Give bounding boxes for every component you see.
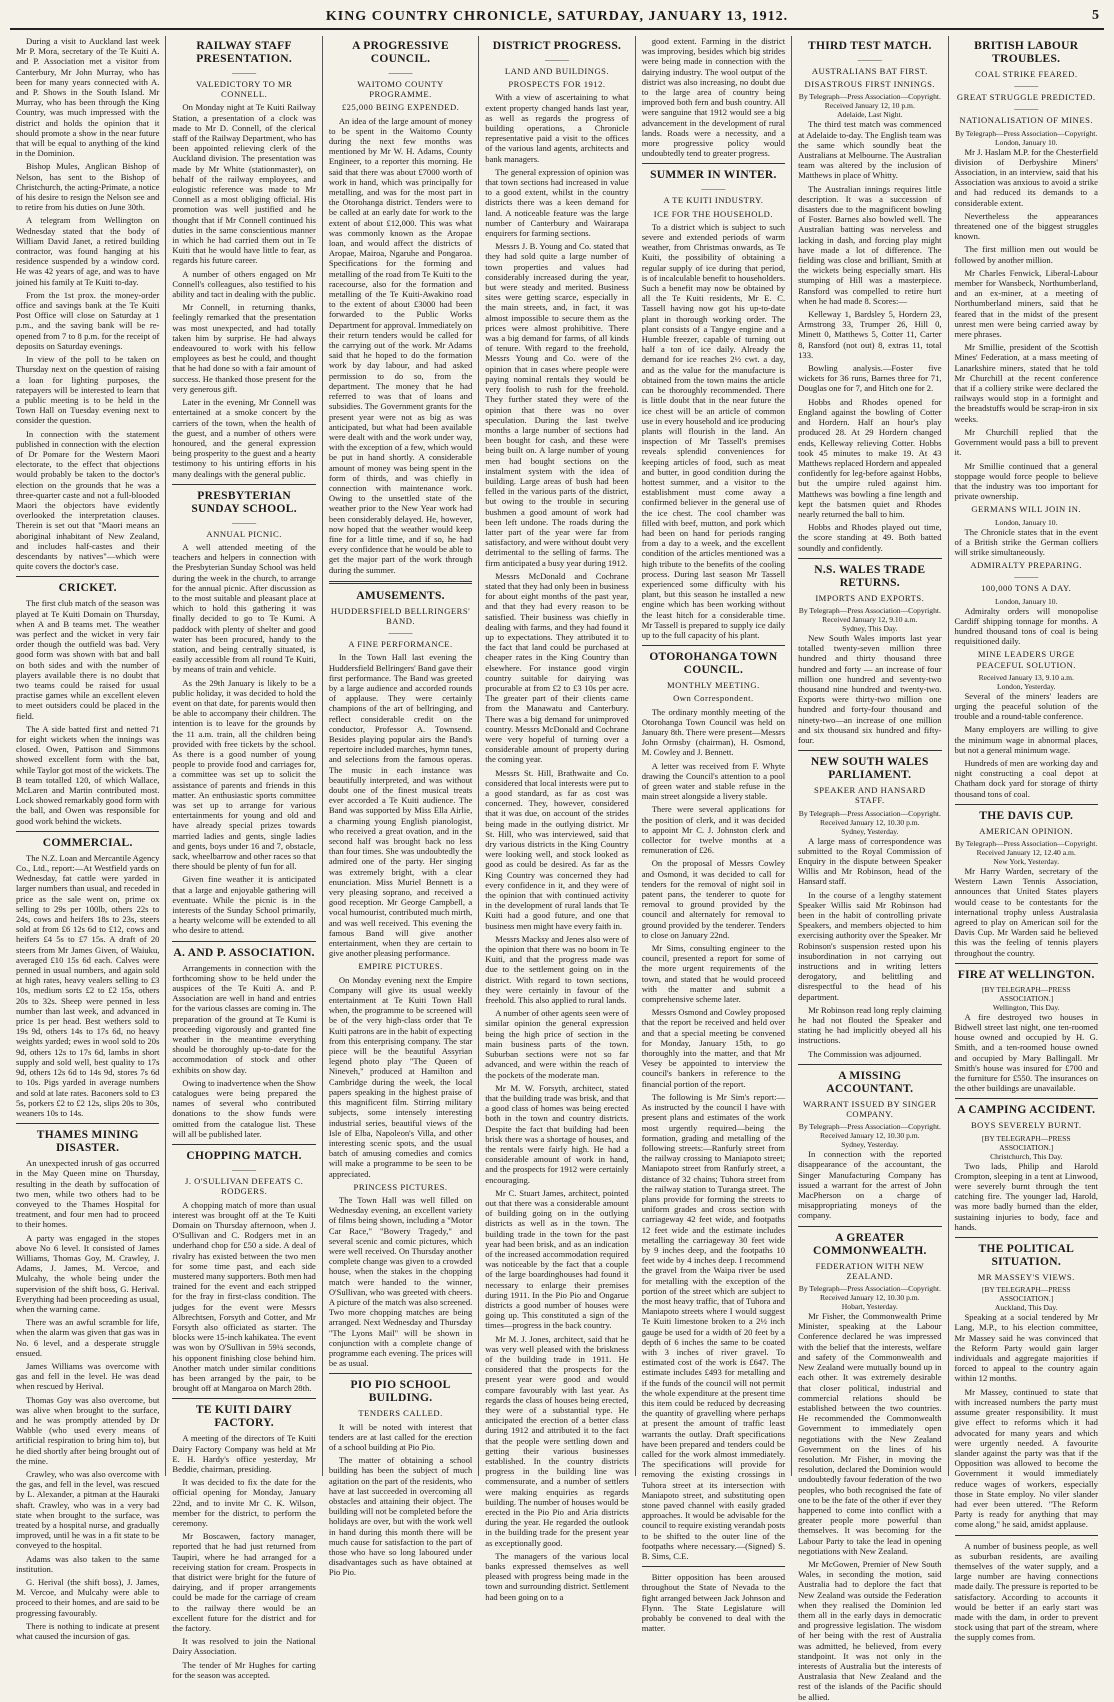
article-paragraph: There were several applications for the position of clerk, and it was decided to appoint Mr C. J. Johnston clerk and collector for twelve months at a remuneration of £26. xyxy=(641,804,786,856)
article-paragraph: Mr McGowen, Premier of New South Wales, in seconding the motion, said Australia had to deplore the fact that New Zealand was outside the Federation when they realised the Dominion led them all in the early days in democratic and progressive legislation. The wisdom of her being with the rest of Australia was admitted, he believed, from every standpoint. It was not only in the interests of Australia but the interests of Australasia that New Zealand and the rest of the islands of the Pacific should be allied. xyxy=(798,1558,942,1702)
article-paragraph: Many employers are willing to give the minimum wage in abnormal places, but not a general minimum wage. xyxy=(954,724,1098,755)
article-paragraph: On Monday night at Te Kuiti Railway Station, a presentation of a clock was made to Mr D. Connell, of the clerical staff of the Railway Department, who has been appointed relieving clerk of the Auckland division. The presentation was made by Mr White (stationmaster), on behalf of the railway employees, and eulogistic reference was made to Mr Connell as a most obliging official. His promotion was well justified and he thought that if Mr Connell continued his duties in the same conscientious manner in which he had carried them out in Te Kuiti that he would have little to fear, as regards his future career. xyxy=(172,102,316,266)
page-number: 5 xyxy=(1092,8,1100,23)
subheading: SPEAKER AND HANSARD STAFF. xyxy=(813,785,926,806)
subheading: EMPIRE PICTURES. xyxy=(358,961,443,972)
article-paragraph: Adams was also taken to the same institution. xyxy=(16,1553,160,1574)
subheading: WARRANT ISSUED BY SINGER COMPANY. xyxy=(803,1098,937,1120)
received-time: Received January 12, 9.10 a.m. xyxy=(822,614,918,624)
subheading: £25,000 BEING EXPENDED. xyxy=(341,102,460,113)
subheading: IMPORTS AND EXPORTS. xyxy=(815,592,925,603)
headline-nsw-trade: N.S. WALES TRADE RETURNS. xyxy=(814,563,926,589)
dash-divider: ——— xyxy=(1014,81,1039,91)
article-paragraph: Hundreds of men are working day and night constructing a coal depot at Chatham dock yard for storage of thirty thousand tons of coal. xyxy=(954,757,1098,799)
divider xyxy=(642,163,785,164)
article-paragraph: Mr Smillie continued that a general stoppage would force people to believe that the industry was too important for private ownership. xyxy=(954,460,1098,502)
dash-divider: ——— xyxy=(232,1165,257,1175)
article-paragraph: In view of the poll to be taken on Thursday next on the question of raising a loan for lighting purposes, the ratepayers will be interested to learn that a public meeting is to be held in the Town Hall on Tuesday evening next to consider the question. xyxy=(16,354,160,426)
article-paragraph: There was an awful scramble for life, when the alarm was given that gas was in No. 6 level, and a desperate struggle ensued. xyxy=(16,1317,160,1358)
article-paragraph: The Chronicle states that in the event of a British strike the German colliers will strike simultaneously. xyxy=(954,526,1098,557)
dateline: Sydney, This Day. xyxy=(842,623,898,633)
article-paragraph: The Town Hall was well filled on Wednesday evening, an excellent variety of films being shown, including a "Motor Car Race," "Bowery Tragedy," and several scenic and comic pictures, which were well received. On Thursday another complete change was given to a crowded house, when the stakes in the chopping match were handed to the winner, O'Sullivan, who was greeted with cheers. A picture of the match was also screened. Two more chopping matches are being arranged. Next Wednesday and Thursday "The Lyons Mail" will be shown in conjunction with a complete change of programme each evening. The prices will be as usual. xyxy=(328,1194,473,1369)
subheading: COAL STRIKE FEARED. xyxy=(974,69,1078,79)
telegraph-credit: [BY TELEGRAPH—PRESS ASSOCIATION.] xyxy=(981,1285,1071,1304)
article-paragraph: good extent. Farming in the district was improving, besides which big strides were being made in connection with the dairying industry. The wool output of the district was also increasing, no doubt due to the large area of country being improved both fern and bush country. All were sanguine that 1912 would see a big advancement in the development of rural lands. Roads were a necessity, and a more progressive policy would undoubtedly tend to greater progress. xyxy=(641,36,786,159)
article-paragraph: It was decided to fix the date for the official opening for Monday, January 22nd, and to invite Mr C. K. Wilson, member for the district, to perform the ceremony. xyxy=(172,1477,316,1528)
column-3 xyxy=(322,36,478,1578)
article-paragraph: Several of the miners' leaders are urging the peaceful solution of the trouble and a round-table conference. xyxy=(954,690,1098,722)
headline-summer-in-winter: SUMMER IN WINTER. xyxy=(650,169,777,182)
headline-camping-accident: A CAMPING ACCIDENT. xyxy=(957,1104,1096,1117)
headline-chopping: CHOPPING MATCH. xyxy=(186,1150,302,1163)
received-time: Received January 12, 10.30 p.m. xyxy=(820,1131,920,1141)
headline-political-situation: THE POLITICAL SITUATION. xyxy=(978,1243,1075,1269)
article-paragraph: A meeting of the directors of Te Kuiti Dairy Factory Company was held at Mr E. H. Hardy's office yesterday, Mr Beddie, chairman, presiding. xyxy=(172,1433,316,1474)
headline-amusements: AMUSEMENTS. xyxy=(356,589,445,602)
article-paragraph: A number of other agents seen were of similar opinion the general expression being the high price of section in the main business parts of the town. Suburban sections were not so far advanced, and were within the reach of the pockets of the moderate man. xyxy=(485,1008,629,1080)
article-paragraph: A well attended meeting of the teachers and helpers in connection with the Presbyterian Sunday School was held during the week in the church, to arrange for the annual picnic. After discussion as to the most suitable and pleasant place at which to hold this gathering it was finally decided to go to Te Kumi. A paddock with plenty of shelter and good water has been procured, handy to the station, and being centrally situated, is easily accessible from all round Te Kuiti, by means of train and vehicle. xyxy=(172,541,316,675)
subheading: WAITOMO COUNTY PROGRAMME. xyxy=(357,79,444,100)
subheading: MR MASSEY'S VIEWS. xyxy=(977,1272,1075,1283)
article-paragraph: Nevertheless the appearances threatened one of the biggest struggles known. xyxy=(954,210,1098,242)
divider xyxy=(329,581,472,584)
article-paragraph: The first club match of the season was played at Te Kuiti Domain on Thursday, when A and B teams met. The weather was perfect and the wicket in very fair order though the outfield was bad. Very good form was shown with bat and ball on both sides and with the number of players available there is no doubt that two teams could be raised for usual practise games while an excellent eleven to meet outsiders could be placed in the field. xyxy=(16,598,160,721)
subheading: ADMIRALTY PREPARING. xyxy=(970,560,1083,571)
headline-ap-association: A. AND P. ASSOCIATION. xyxy=(173,946,315,959)
divider xyxy=(172,484,315,485)
divider xyxy=(16,1123,159,1124)
article-paragraph: Mr M. W. Forsyth, architect, stated that the building trade was brisk, and that a good class of homes was being erected both in the town and country districts. Despite the fact that building had been brisk there was a shortage of houses, and the rentals were fairly high. He had a considerable amount of work in hand, and the prospects for 1912 were certainly encouraging. xyxy=(485,1082,629,1185)
article-paragraph: There is nothing to indicate at present what caused the incursion of gas. xyxy=(16,1620,160,1642)
dateline: London, Yesterday. xyxy=(996,681,1056,691)
headline-railway: RAILWAY STAFF PRESENTATION. xyxy=(196,40,293,65)
headline-progressive-council: A PROGRESSIVE COUNCIL. xyxy=(352,40,449,65)
article-paragraph: Hobbs and Rhodes played out time, the score standing at 49. Both batted soundly and confidently. xyxy=(798,522,942,553)
article-paragraph: From the 1st prox. the money-order office and savings bank at the Te Kuiti Post Office will close on Saturday at 1 p.m., and the saving bank will be re-opened from 7 to 8 p.m. for the receipt of deposits on Saturday evenings. xyxy=(16,289,160,351)
headline-missing-accountant: A MISSING ACCOUNTANT. xyxy=(826,1069,914,1095)
article-paragraph: Speaking at a social tendered by Mr Lang, M.P., to his election committee, Mr Massey said he was convinced that the Reform Party would gain larger individuals and aggregate majorities if forced to appeal to the country again within 12 months. xyxy=(954,1312,1098,1384)
subheading: ICE FOR THE HOUSEHOLD. xyxy=(653,208,774,219)
subheading: AMERICAN OPINION. xyxy=(979,825,1074,836)
headline-otorohanga: OTOROHANGA TOWN COUNCIL. xyxy=(649,651,778,677)
dash-divider: ——— xyxy=(1014,572,1039,582)
article-paragraph: Mr J. Haslam M.P. for the Chesterfield division of Derbyshire Miners' Association, in an interview, said that his Association was anxious to avoid a strike and had reduced its demands to a considerable extent. xyxy=(954,146,1098,208)
telegraph-credit: By Telegraph—Press Association—Copyright. xyxy=(955,128,1098,138)
article-paragraph: The third test match was commenced at Adelaide to-day. The English team was the same which soundly beat the Australians at Melbourne. The Australian team was altered by the inclusion of Matthews in place of Whitty. xyxy=(798,119,942,181)
telegraph-credit: By Telegraph—Press Association—Copyright. xyxy=(798,1284,941,1294)
article-paragraph: A party was engaged in the stopes above No 6 level. It consisted of James Williams, Thomas Goy, M. Crawley, J. Adams, J. James, M. Vercoe, and Mulcahy, the whole being under the supervision of the shift boss, G. Herival. Everything had been proceeding as usual, when the warning came. xyxy=(16,1232,160,1314)
dash-divider: ——— xyxy=(388,628,413,638)
divider xyxy=(329,1373,472,1374)
article-paragraph: Mr Smillie, president of the Scottish Mines' Federation, at a mass meeting of Lanarkshire miners, stated that he told Mr Churchill at the recent conference that if a colliery strike were declared the railways would stop in a fortnight and the breadstuffs would be scrap-iron in six weeks. xyxy=(954,342,1098,424)
article-paragraph: On the proposal of Messrs Cowley and Osmond, it was decided to call for tenders for the removal of night soil in patent pans, the tenderer to quote for removal to ground provided by the council and alternately for removal to ground provided by the tenderer. Tenders to close on January 22nd. xyxy=(641,858,786,940)
divider xyxy=(642,645,785,646)
subheading: FEDERATION WITH NEW ZEALAND. xyxy=(815,1260,925,1281)
dash-divider: ——— xyxy=(232,68,257,77)
telegraph-credit: By Telegraph—Press Association—Copyright. xyxy=(798,92,941,102)
headline-commercial: COMMERCIAL. xyxy=(42,836,133,849)
article-paragraph: Crawley, who was also overcome with the gas, and fell in the level, was rescued by L. Alexander, a pitman at the Hauraki shaft. Crawley, who was in a very bad state when brought to the surface, was treated by a hospital nurse, and gradually improved, until he was in a fit state to be conveyed to the hospital. xyxy=(16,1469,160,1551)
dateline: London, January 10. xyxy=(995,137,1058,147)
headline-fire-wellington: FIRE AT WELLINGTON. xyxy=(957,968,1095,981)
article-paragraph: A number of business people, as well as suburban residents, are availing themselves of the water supply, and a large number are having connections made daily. The pressure is reported to be satisfactory. According to accounts it would be better if an early start was made with the dam, in order to prevent stock using that part of the stream, where the supply comes from. xyxy=(954,1540,1098,1643)
article-paragraph: James Williams was overcome with gas and fell in the level. He was dead when rescued by Herival. xyxy=(16,1360,160,1392)
telegraph-credit: By Telegraph—Press Association—Copyright. xyxy=(798,1122,941,1132)
columns xyxy=(10,36,1104,1702)
article-paragraph: As the 29th January is likely to be a public holiday, it was decided to hold the event on that date, for parents would then be able to accompany their children. The intention is to leave for the grounds by the 11 a.m. train, all the children being provided with free tickets by the school. As there is a good number of young people to provide food and carriages for, a committee was set up to solicit the assistance of parents and friends in this matter. An enthusiastic sports committee was set up to arrange for various entertainments for young and old and have already special prizes towards married ladies and gents, single ladies and gents, boys under 16 and 7, obstacle, sack, wheelbarrow and other races so that there should be plenty of fun for all. xyxy=(172,677,316,872)
divider xyxy=(798,558,941,559)
column-4 xyxy=(478,36,634,1602)
dash-divider: ——— xyxy=(544,55,569,64)
headline-cricket: CRICKET. xyxy=(58,582,117,595)
headline-nsw-parliament: NEW SOUTH WALES PARLIAMENT. xyxy=(810,756,929,782)
telegraph-credit: [BY TELEGRAPH—PRESS ASSOCIATION.] xyxy=(981,1133,1071,1152)
divider xyxy=(955,1535,1098,1536)
article-paragraph: Mr C. Stuart James, architect, pointed out that there was a considerable amount of building going on in the outlying districts as well as in the town. The building trade in the town for the past year had been brisk, and as an indication of the increased accommodation required was noticeable by the fact that a couple of the large boardinghouses had found it necessary to enlarge their premises during 1911. In the Pio Pio and Ongarue districts a good number of houses were going up. This constituted a sign of the times—progress in the back country. xyxy=(485,1187,629,1331)
article-paragraph: Messrs McDonald and Cochrane stated that they had only been in business for about eight months of the past year, and that they had every reason to be satisfied. Their business was chiefly in dealing with farms, and they had found it up to expectations. They attributed it to the fact that land could be purchased at cheaper rates in the King Country than elsewhere. For instance good virgin country suitable for dairying was procurable at from £2 to £3 10s per acre. The greater part of their clients came from the Manawatu and Canterbury. There was a big demand for unimproved country. Messrs McDonald and Cochrane were very hopeful of turning over a considerable amount of property during the coming year. xyxy=(485,570,629,765)
subheading: Own Correspondent. xyxy=(673,693,754,704)
headline-presbyterian: PRESBYTERIAN SUNDAY SCHOOL. xyxy=(191,489,297,515)
subheading: TENDERS CALLED. xyxy=(358,1408,443,1419)
subheading: DISASTROUS FIRST INNINGS. xyxy=(804,79,936,90)
received-time: Received January 12, 10 p.m. xyxy=(824,101,915,111)
article-paragraph: Mr Charles Fenwick, Liberal-Labour member for Wansbeck, Northumberland, and an ex-miner, at a meeting of Northumberland miners, said that he feared that in the midst of the present unrest men were being carried away by mere phrases. xyxy=(954,267,1098,340)
masthead xyxy=(10,6,1104,30)
article-paragraph: The first million men out would be followed by another million. xyxy=(954,244,1098,265)
dateline: Wellington, This Day. xyxy=(992,1002,1060,1012)
article-paragraph: It will be noted with interest that tenders are at last called for the erection of a school building at Pio Pio. xyxy=(328,1421,473,1452)
subheading: GREAT STRUGGLE PREDICTED. xyxy=(956,92,1096,103)
subheading: MINE LEADERS URGE PEACEFUL SOLUTION. xyxy=(976,649,1076,670)
dateline: New York, Yesterday. xyxy=(993,856,1060,866)
article-paragraph: Two lads, Philip and Harold Crompton, sleeping in a tent at Linwood, were severely burnt through the tent catching fire. The younger lad, Harold, was more badly burned than the elder, sustaining injuries to body, face and hands. xyxy=(954,1160,1098,1232)
article-paragraph: The Australian innings requires little description. It was a succession of disasters due to the magnificent bowling of Foster. Barnes also bowled well. The Australian batting was nerveless and lacking in dash, and forcing play might have made a lot of difference. The fielding was close and brilliant, Smith at the wickets being especially smart. His stumping of Hill was a masterpiece. Ransford was compelled to retire hurt when he had made 8. Scores:— xyxy=(798,183,942,306)
subheading: VALEDICTORY TO MR CONNELL. xyxy=(195,79,293,100)
subheading: HUDDERSFIELD BELLRINGERS' BAND. xyxy=(330,605,471,626)
article-paragraph: On Monday evening next the Empire Company will give its usual weekly entertainment at Te Kuiti Town Hall when, the programme to be screened will be of the very high-class order that Te Kuiti patrons are in the habit of expecting from this enterprising company. The star piece will be the beautiful Assyrian legend photo play "The Queen of Nineveh," produced at Hamilton and Cambridge during the week, the local papers speaking in the highest praise of this magnificent film. Stirring military subjects, some intensely interesting industrial series, beautiful views of the Isle of Elba, Napoleon's Villa, and other interesting scenic spots, and the usual batch of amusing comedies and comics will make a programme to be seen to be appreciated. xyxy=(328,974,473,1179)
article-paragraph: Mr Harry Warden, secretary of the Western Lawn Tennis Association, announces that United States players would cease to be contestants for the international trophy unless Australasia agreed to play on American soil for the Davis Cup. Mr Warden said he believed this was the feeling of tennis players throughout the country. xyxy=(954,865,1098,958)
article-paragraph: In the Town Hall last evening the Huddersfield Bellringers' Band gave their first performance. The Band was greeted by a large audience and accorded rounds of applause. They were certainly champions of the art of bellringing, and reflect considerable credit on the conductor, Professor A. Townsend. Besides playing popular airs the Band's repertoire included marches, hymn tunes, and selections from the famous operas. The music in each instance was beautifully interpreted, and was without doubt one of the finest musical treats ever accorded a Te Kuiti audience. The Band was supported by Miss Ella Airlie, a charming young English pianologist, who received a great ovation, and in the second half was brought back no less than four times. She was undoubtedly the admired one of the party. Her singing was extremely bright, with a clear enunciation. Miss Muriel Bennett is a very pleasing soprano, and received a good reception. Mr George Campbell, a vocal humourist, contributed much mirth, and was well received. This evening the famous Band will give another entertainment, when they are certain to give another pleasing performance. xyxy=(328,652,473,959)
column-1 xyxy=(10,36,165,1642)
headline-british-labour: BRITISH LABOUR TROUBLES. xyxy=(974,40,1079,65)
article-paragraph: In connection with the reported disappearance of the accountant, the Singer Manufacturing Company has issued a warrant for the arrest of John MacPherson on a charge of misappropriating moneys of the company. xyxy=(798,1149,942,1221)
article-paragraph: A telegram from Wellington on Wednesday stated that the body of William David Janet, a retired building contractor, was found hanging at his residence suspended by a window cord. He was 42 years of age, and was to have joined his family at Te Kuiti to-day. xyxy=(16,215,160,287)
headline-third-test: THIRD TEST MATCH. xyxy=(807,40,932,52)
article-paragraph: Mr Fisher, the Commonwealth Prime Minister, speaking at the Labour Conference declared he was impressed with the belief that the interests, welfare and safety of the Commonwealth and New Zealand were mutually bound up in each other. It was extremely desirable that closer political, industrial and commercial relations should be established between the two countries. He recommended the Commonwealth Government to immediately open negotiations with the New Zealand Government on the lines of his resolution. Mr Fisher, in moving the resolution, declared the Dominion would undoubtedly favour federation of the two peoples, who both recognised the fate of one to be the fate of the other if ever they happened to come into conflict with a greater people more powerful than themselves. It was becoming for the Labour Party to take the lead in opening negotiations with New Zealand. xyxy=(798,1311,942,1556)
divider xyxy=(798,1064,941,1065)
article-paragraph: It was resolved to join the National Dairy Association. xyxy=(172,1636,316,1657)
article-paragraph: The managers of the various local banks expressed themselves as well pleased with progress being made in the town and surrounding district. Settlement had been going on to a xyxy=(485,1550,629,1602)
article-paragraph: Mr Massey, continued to state that with increased numbers the party must assume greater responsibility. It must give effect to reforms which it had advocated for many years and which were urgently needed. A favourite slander against the party was that if the Opposition was allowed to become the Government it would immediately reduce wages of workers, especially those in State employ. No viler slander had ever been uttered. "The Reform Party is ready for anything that may come along," he said, amidst applause. xyxy=(954,1386,1098,1530)
article-paragraph: In the course of a lengthy statement Speaker Willis said Mr Robinson had been in the habit of controlling private Speakers, and members objected to him exercising authority over the Speaker. Mr Robinson's suspension rested upon his insubordination in not carrying out instructions and in writing letters derogatory, and belittling and disrespectful to the head of his department. xyxy=(798,889,942,1002)
received-time: Received January 13, 9.10 a.m. xyxy=(978,672,1074,682)
column-2 xyxy=(165,36,321,1680)
article-paragraph: During a visit to Auckland last week Mr P. Mora, secretary of the Te Kuiti A. and P. Association met a visitor from Canterbury, Mr John Murray, who has been for many years connected with A. and P. Shows in the South Island. Mr Murray, who has been through the King Country, was much impressed with the district and holds the opinion that it should promote a show in the near future that will be equal to anything of the kind in the Dominion. xyxy=(16,36,160,159)
column-7 xyxy=(948,36,1104,1643)
article-paragraph: The A side batted first and netted 71 for eight wickets when the innings was closed. Owen, Pattison and Simmons showed excellent form with the bat, while Taylor got most of the wickets. The B team totalled 120, of which Wallace, McLaren and Martin contributed most. Lock showed remarkably good form with the ball, and Owen was responsible for good work behind the wickets. xyxy=(16,723,160,826)
dash-divider: ——— xyxy=(232,517,257,527)
subheading: PROSPECTS FOR 1912. xyxy=(508,79,606,90)
article-paragraph: Mr Boscawen, factory manager, reported that he had just returned from Taupiri, where he had arranged for a receiving station for cream. Prospects in that district were bright for the future of dairying, and if proper arrangements could be made for the carriage of cream to the railway there would be an excellent future for the district and for the factory. xyxy=(172,1531,316,1634)
dateline: Adelaide, Last Night. xyxy=(837,110,903,120)
divider xyxy=(955,1237,1098,1238)
article-paragraph: Owing to inadvertence when the Show catalogues were being prepared the names of several who contributed donations to the show funds were omitted from the catalogue list. These will all be published later. xyxy=(172,1077,316,1139)
article-paragraph: Arrangements in connection with the forthcoming show to be held under the auspices of the Te Kuiti A. and P. Association are well in hand and entries for the various classes are coming in. The preparation of the ground at Te Kumi is proceeding vigorously and granted fine weather in the meantime everything should be thoroughly up-to-date for the accommodation of stock and other exhibits on show day. xyxy=(172,962,316,1075)
article-paragraph: Bitter opposition has been aroused throughout the State of Nevada to the fight arranged between Jack Johnson and Flynn. The State Legislature will probably be convened to deal with the matter. xyxy=(641,1572,786,1634)
article-paragraph: A chopping match of more than usual interest was brought off at the Te Kuiti Domain on Thursday afternoon, when J. O'Sullivan and C. Rodgers met in an underhand chop for £50 a side. A deal of rivalry has existed between the two men for some time past, and each side mustered many supporters. Both men had trained for the event and each stripped for the fray in first-class condition. The judges for the event were Messrs Albrechtsen, Forsyth and Cotter, and Mr Forsyth also officiated as starter. The blocks were 15-inch kahikatea. The event was won by O'Sullivan in 59¼ seconds, his opponent finishing close behind him. Another match under similar conditions has been arranged by the pair, to be brought off at Mangaroa on March 28th. xyxy=(172,1199,316,1394)
divider xyxy=(16,831,159,832)
article-paragraph: Messrs Macksy and Jenes also were of the opinion that there was no boom in Te Kuiti, and that the progress made was due to the settlement going on in the district. With regard to town sections, they were certainly in favour of the freehold. This also applied to rural lands. xyxy=(485,933,629,1006)
article-paragraph: The following is Mr Sim's report:—As instructed by the council I have with present plans and estimates of the work most urgently required—being the formation, grading and metalling of the following streets:—Ranfurly street from the railway crossing to Maniapoto street; Maniapoto street from Ranfurly street, a distance of 32 chains; Tuhora street from the railway station to Turanga street. The plans provide for forming the streets to uniform grades and cross section with carriageway 42 feet wide, and footpaths 12 feet wide and the estimate includes metalling the carriageway 30 feet wide by 9 inches deep, and the footpaths 10 feet wide by 4 inches deep. I recommend the gravel from the Waipa river be used for metalling with the exception of the portion of the street which are subject to the most heavy traffic, that of Tuhora and Maniapoto streets where I would suggest Te Kuiti limestone broken to a 2½ inch gauge be used for a width of 20 feet by a depth of 6 inches the same to be coated with 3 inches of river gravel. To estimated cost of the work is £647. The estimate includes £493 for metalling and if the funds of the council will not permit the whole expenditure at the present time this item could be reduced by decreasing the quantity of gravelling where perhaps at present the amount of traffic least warrants the outlay. Draft specifications have been prepared and tenders could be called for the work almost immediately. The specifications will provide for removing the existing crossings in Tuhora street at its intersection with Maniapoto street, and substituting open stone paved channel with easily graded approaches. It would be advisable for the council to require existing verandah posts to be shifted to the outer line of the footpaths where necessary.—(Signed) S. B. Sims, C.E. xyxy=(641,1091,786,1562)
subheading: GERMANS WILL JOIN IN. xyxy=(971,504,1082,515)
subheading: MONTHLY MEETING. xyxy=(667,680,760,691)
article-paragraph: Mr M. J. Jones, architect, said that he was very well pleased with the briskness of the building trade in 1911. He considered that the prospects for the present year were good and would compare favourably with last year. As regards the class of houses being erected, they were of a substantial type. He anticipated the erection of a better class during 1912 and attributed it to the fact that the people were settling down and getting their various businesses established. In the country districts progress in the building line was commensurate, and a number of settlers were making enquiries as regards building. The number of houses would be erected in the Pio Pio and Aria districts during the year. He regarded the outlook in the building trade for the present year as exceptionally good. xyxy=(485,1333,629,1548)
telegraph-credit: [BY TELEGRAPH—PRESS ASSOCIATION.] xyxy=(981,984,1071,1003)
dateline: Hobart, Yesterday. xyxy=(841,1302,898,1312)
article-paragraph: The matter of obtaining a school building has been the subject of much agitation on the part of the residents, who have at last succeeded in overcoming all obstacles and attaining their object. The building will not be completed before the holidays are over, but with the work well in hand during this month there will be much cause for satisfaction to the part of those who have so long laboured under disadvantages such as have obtained at Pio Pio. xyxy=(328,1455,473,1578)
article-paragraph: The tender of Mr Hughes for carting for the season was accepted. xyxy=(172,1659,316,1680)
divider xyxy=(798,1226,941,1227)
received-time: Received January 12, 12.40 a.m. xyxy=(976,847,1076,857)
divider xyxy=(955,804,1098,805)
article-paragraph: The general expression of opinion was that town sections had increased in value to a good extent, whilst in the country districts there was a keen demand for land. A noticeable feature was the large number of Canterbury and Wairarapa enquirers for farming sections. xyxy=(485,166,629,239)
article-paragraph: New South Wales imports last year totalled twenty-seven million three hundred and thirty thousand three hundred and forty — an increase of four million one hundred and seventy-two thousand nine hundred and twenty-two. Exports were thirty-two million one hundred and forty-four thousand and ninety-two—an increase of one million and six thousand six hundred and fifty-four. xyxy=(798,632,942,745)
received-time: Received January 12, 10.30 p.m. xyxy=(820,817,920,827)
article-paragraph: Bowling analysis.—Foster five wickets for 36 runs, Barnes three for 71, Douglas one for 7, and Hitch one for 2. xyxy=(798,363,942,394)
article-paragraph: Messrs Osmond and Cowley proposed that the report be received and held over and that a special meeting be convened for Monday, January 15th, to go thoroughly into the matter, and that Mr Vesey be appointed to interview the council's bankers in reference to the financial portion of the report. xyxy=(641,1007,786,1089)
subheading: PRINCESS PICTURES. xyxy=(353,1181,448,1192)
telegraph-credit: By Telegraph—Press Association—Copyright. xyxy=(798,605,941,615)
article-paragraph: A letter was received from F. Whyte drawing the Council's attention to a pool of green water and stable refuse in the main street alongside a livery stable. xyxy=(641,760,786,802)
dateline: Christchurch, This Day. xyxy=(990,1151,1063,1161)
masthead-title: KING COUNTRY CHRONICLE, SATURDAY, JANUARY 13, 1912. xyxy=(325,9,789,24)
article-paragraph: The N.Z. Loan and Mercantile Agency Co., Ltd., report:—At Westfield yards on Wednesday, fat cattle were yarded in larger numbers than usual, and receded in price as the sale went on, prime ox selling to 29s per 100lb, others 22s to 24s, cows and heifers 18s to 23s, steers sold at from £6 12s 6d to £12, cows and heifers £4 5s to £7 15s. A draft of 20 steers from Mr James Given, of Waiuku, averaged £10 15s 6d each. Calves were penned in usual numbers, and again sold at high rates, heavy vealers selling to £3 10s, medium sorts £2 to £2 15s, others 20s to 32s. Sheep were penned in less number than last week, and advanced in price 1s per head. Best wethers sold to 19s 9d, others 14s to 17s 6d, no heavy weights yarded; ewes in wool sold to 20s 9d, others 12s to 17s 6d, lambs in short supply and sold well, best quality to 17s 9d, others 12s 6d to 14s 9d, stores 7s 6d to 10s. Pigs yarded in average numbers and sold at late rates. Baconers sold to £3 5s, porkers £2 to £2 12s, slips 20s to 30s, weaners 10s to 14s. xyxy=(16,852,160,1118)
article-paragraph: Admiralty orders will monopolise Cardiff shipping tonnage for months. A hundred thousand tons of coal is being requisitioned daily. xyxy=(954,605,1098,647)
article-paragraph: Bishop Mules, Anglican Bishop of Nelson, has sent to the Bishop of Christchurch, the acting-Primate, a notice of his desire to resign the Nelson see and to retire from his duties on June 30th. xyxy=(16,161,160,213)
divider xyxy=(642,1566,785,1567)
telegraph-credit: By Telegraph—Press Association—Copyright. xyxy=(955,838,1098,848)
subheading: NATIONALISATION OF MINES. xyxy=(959,115,1093,126)
headline-dairy-factory: TE KUITI DAIRY FACTORY. xyxy=(195,1404,293,1430)
headline-greater-commonwealth: A GREATER COMMONWEALTH. xyxy=(812,1231,927,1257)
telegraph-credit: By Telegraph—Press Association—Copyright. xyxy=(798,808,941,818)
article-paragraph: Thomas Goy was also overcome, but was alive when brought to the surface, and he was promptly attended by Dr Wabble (who used every means of artificial respiration to bring him to), but he died shortly after being brought out of the mine. xyxy=(16,1394,160,1466)
article-paragraph: The ordinary monthly meeting of the Otorohanga Town Council was held on January 8th. There were present—Messrs John Ormsby (chairman), H. Osmond, M. Cowley and J. Bennett. xyxy=(641,706,786,758)
article-paragraph: Mr Connell, in returning thanks, feelingly remarked that the presentation was most unexpected, and had totally taken him by surprise. He had always endeavoured to work with his fellow employees as best he could, and thought that he had done so with a fair amount of success. He thanked those present for the very generous gift. xyxy=(172,302,316,394)
dateline: Sydney, Yesterday. xyxy=(841,826,899,836)
subheading: A FINE PERFORMANCE. xyxy=(348,639,453,650)
subheading: AUSTRALIANS BAT FIRST. xyxy=(811,66,928,76)
divider xyxy=(955,1098,1098,1099)
subheading: A TE KUITI INDUSTRY. xyxy=(663,195,764,206)
column-6 xyxy=(791,36,947,1702)
dash-divider: ——— xyxy=(701,184,726,194)
article-paragraph: Given fine weather it is anticipated that a large and enjoyable gathering will eventuate. While the picnic is in the interests of the Sunday School primarily, a hearty welcome will be extended to all who desire to attend. xyxy=(172,874,316,936)
headline-district-progress: DISTRICT PROGRESS. xyxy=(492,40,622,52)
dateline: Auckland, This Day. xyxy=(994,1303,1058,1313)
article-paragraph: Mr Churchill replied that the Government would pass a bill to prevent it. xyxy=(954,426,1098,458)
divider xyxy=(172,1398,315,1399)
article-paragraph: A number of others engaged on Mr Connell's colleagues, also testified to his ability and tact in dealing with the public. xyxy=(172,268,316,300)
dateline: London, January 10. xyxy=(995,596,1058,606)
subheading: LAND AND BUILDINGS. xyxy=(504,66,610,76)
divider xyxy=(16,576,159,577)
article-paragraph: Mr Robinson read long reply claiming he had not flouted the Speaker and stating he had implicitly obeyed all his instructions. xyxy=(798,1004,942,1046)
headline-davis-cup: THE DAVIS CUP. xyxy=(979,809,1074,822)
divider xyxy=(172,1144,315,1145)
article-paragraph: An idea of the large amount of money to be spent in the Waitomo County during the next few months was mentioned by Mr W. H. Adams, County Engineer, to a reporter this morning. He said that there was about £7000 worth of work in hand, which was principally for metalling, and was for the most part in the Otorohanga district. Tenders were to be called at an early date for work to the extent of about £12,000. This was what was commonly known as the Aropae loan, and would affect the districts of Aropae, Mairoa, Ngaruhe and Pongaroa. Specifications for the forming and metalling of the road from Te Kuiti to the racecourse, also for the formation and metalling of the Te Kuiti-Awakino road to the extent of about £3000 had been forwarded to the Public Works Department for approval. Immediately on their return tenders would be called for the carrying out of the work. Mr Adams said that he hoped to do the formation work by day labour, and had asked permission to do so, from the department. The money that he had referred to was that of loans and subsidies. The Government grants for the present year were not as big as was anticipated, but what had been available were dealt with and the work under way, with the exception of a few, which would be put in hand shortly. A considerable amount of money was being spent in the form of thirds, and was chiefly in connection with maintenance work. Owing to the unsettled state of the weather prior to the New Year work had been considerably delayed. He, however, now hoped that the weather would keep fine for a little time, and if so, he had every confidence that he would be able to get the major part of the work through during the summer. xyxy=(328,115,473,575)
article-paragraph: With a view of ascertaining to what extent property changed hands last year, as well as regards the progress of building operations, a Chronicle representative paid a visit to the offices of the various land agents, architects and bank managers. xyxy=(485,92,629,164)
subheading: J. O'SULLIVAN DEFEATS C. RODGERS. xyxy=(185,1176,304,1197)
divider xyxy=(172,941,315,942)
subheading: BOYS SEVERELY BURNT. xyxy=(970,1120,1082,1131)
received-time: Received January 12, 10.30 p.m. xyxy=(820,1293,920,1303)
article-paragraph: To a district which is subject to such severe and extended periods of warm weather, from Christmas onwards, as Te Kuiti, the possibility of obtaining a regular supply of ice during that period, is of incalculable benefit to householders. Such a benefit may now be obtained by all the Te Kuiti residents, Mr E. C. Tassell having now got his up-to-date plant in thorough working order. The plant consists of a Tangye engine and a Humble freezer, capable of turning out half a ton of ice daily. Already the demand for ice reaches 2½ cwt. a day, and as the value for the manufacture is obtained from the town mains the article can be thoroughly recommended. There is little doubt that in the near future the ice chest will be an article of common use in every household and ice producing plants will flourish in the land. An inspection of Mr Tassell's premises reveals splendid conveniences for keeping articles of food, such as meat and butter, in good condition during the hottest summer, and a visitor to the establishment must come away a confirmed believer in the general use of the ice chest. The cool chamber was filled with beef, mutton, and pork which had been on hand for periods ranging from a day to a week, and the excellent condition of the articles mentioned was a high tribute to the benefits of the cooling process. During last season Mr Tassell experienced some difficulty with his plant, but this season he installed a new engine which has been working without the least hitch for a considerable time. Mr Tassell is prepared to supply ice daily up to the full capacity of his plant. xyxy=(641,221,786,640)
dash-divider: ——— xyxy=(857,55,882,64)
article-paragraph: Later in the evening, Mr Connell was entertained at a smoke concert by the carriers of the town, when the health of the guest, and a number of others were honoured, and the general expression being prosperity to the guest and a hearty testimony to his untiring efforts in his many dealings with the general public. xyxy=(172,397,316,479)
article-paragraph: Hobbs and Rhodes opened for England against the bowling of Cotter and Hordern. Half an hour's play produced 28. At 29 Hordern changed ends, Kelleway relieving Cotter. Hobbs took 45 minutes to make 19. At 43 Matthews replaced Hordern and appealed confidently for leg-before against Hobbs, but the umpire ruled against him. Matthews was bowling a fine length and kept the batsmen quiet and Rhodes nearly returned the ball to him. xyxy=(798,396,942,519)
dateline: Sydney, Yesterday. xyxy=(841,1140,899,1150)
article-paragraph: A fire destroyed two houses in Bidwell street last night, one ten-roomed house owned and occupied by H. G. Smith, and a ten-roomed house owned and occupied by Mary Ballingall. Mr Smith's house was insured for £700 and the furniture for £550. The insurances on the other buildings are unavailable. xyxy=(954,1011,1098,1094)
article-paragraph: A large mass of correspondence was submitted to the Royal Commission of Enquiry in the dispute between Speaker Willis and Mr Robinson, head of the Hansard staff. xyxy=(798,835,942,887)
column-5 xyxy=(635,36,791,1634)
divider xyxy=(798,750,941,751)
subheading: ANNUAL PICNIC. xyxy=(206,528,282,539)
headline-pio-pio-school: PIO PIO SCHOOL BUILDING. xyxy=(350,1379,451,1405)
divider xyxy=(955,963,1098,964)
dateline: London, January 10. xyxy=(995,517,1058,527)
article-paragraph: An unexpected inrush of gas occurred in the May Queen mine on Thursday, resulting in the death by suffocation of two men, while two others had to be conveyed to the Thames Hospital for treatment, and four men had to proceed to their homes. xyxy=(16,1158,160,1230)
article-paragraph: G. Herival (the shift boss), J. James, M. Vercoe, and Mulcahy were able to proceed to their homes, and are said to be progressing favourably. xyxy=(16,1577,160,1618)
dash-divider: ——— xyxy=(1014,104,1039,114)
article-paragraph: The Commission was adjourned. xyxy=(808,1048,922,1059)
article-paragraph: Kelleway 1, Bardsley 5, Hordern 23, Armstrong 33, Trumper 26, Hill 0, Minett 0, Matthews 5, Cotter 11, Carter 8, Ransford (not out) 8, extras 11, total 133. xyxy=(798,309,942,360)
dash-divider: ——— xyxy=(388,68,413,77)
subheading: 100,000 TONS A DAY. xyxy=(981,583,1072,594)
article-paragraph: Messrs St. Hill, Brathwaite and Co. considered that local interests were put to a good standard, as far as cost was concerned. They, however, considered that it was due, on account of the strides being made in the outlying district. Mr St. Hill, who was interviewed, said that dry various districts in the King Country were looking well, and stock looked as good as could be desired. As far as the King Country was concerned they had every confidence in it, and they were of the opinion that with continued activity in the development of rural lands that Te Kuiti had a good future, and one that business men might have every faith in. xyxy=(485,767,629,931)
headline-thames: THAMES MINING DISASTER. xyxy=(36,1129,139,1155)
article-paragraph: Mr Sims, consulting engineer to the council, presented a report for some of the more urgent requirements of the town, and stated that he would proceed with the matter and submit a comprehensive scheme later. xyxy=(641,943,786,1005)
article-paragraph: Messrs J. B. Young and Co. stated that they had sold quite a large number of town properties and values had considerably increased during the year, but were steady and merited. Business sites were getting scarce, especially in the main streets, and, in fact, it was almost impossible to secure them as the prices were almost prohibitive. There was a big demand for farms, of all kinds of tenure. With regard to the freehold, Messrs Young and Co. were of the opinion that in cases where people were paying nominal rentals they would be very foolish to rush for the freehold. They further stated they were of the opinion that there was no over speculation. During the last twelve months a large number of sections had been bought for cash, and these were being built on. A large number of young men had bought sections on the instalment system with the idea of building. Large areas of bush had been felled in the various parts of the district, but owing to the trouble in securing bushmen a good amount of work had been left undone. The roads during the latter part of the year were far from satisfactory, and were without doubt very detrimental to the selling of farms. The firm anticipated a busy year during 1912. xyxy=(485,241,629,568)
article-paragraph: In connection with the statement published in connection with the election of Dr Pomare for the Western Maori electorate, to the effect that objections would probably be taken to the doctor's election on the grounds that he was a three-quarter caste and not a full-blooded Maori the objectors have evidently overlooked the interpretation clauses. Therein is set out that "Maori means an aboriginal inhabitant of New Zealand, and includes half-castes and their descendants by natives"—which were quite covers the doctor's case. xyxy=(16,428,160,572)
